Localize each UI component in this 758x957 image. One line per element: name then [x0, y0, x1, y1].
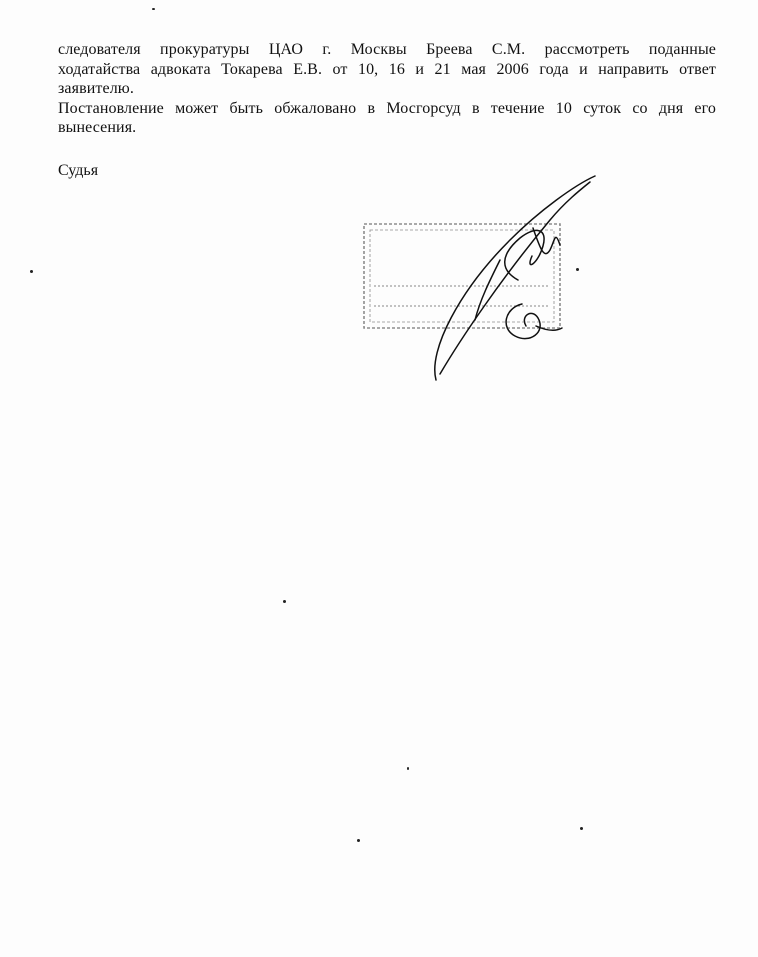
scan-speck: [580, 827, 583, 830]
stamp: [364, 224, 560, 328]
paragraph-2-line-1: Постановление может быть обжаловано в Мосгорсуд в течение 10 суток со дня его: [58, 99, 716, 117]
scan-speck: [152, 8, 155, 10]
paragraph-1-line-2: ходатайства адвоката Токарева Е.В. от 10, 16 и 21 мая 2006 года и направить ответ: [58, 60, 716, 78]
scan-speck: [357, 839, 360, 842]
document-body: [58, 40, 716, 138]
paragraph-1-line-3: заявителю.: [58, 80, 134, 97]
paragraph-1-line-1: следователя прокуратуры ЦАО г. Москвы Бреева С.М. рассмотреть поданные: [58, 41, 716, 58]
scan-speck: [407, 767, 409, 770]
stamp-lines: [374, 286, 550, 306]
paragraph-2-line-2: вынесения.: [58, 119, 137, 136]
scan-speck: [576, 268, 579, 271]
scan-speck: [30, 270, 33, 273]
signature: [435, 176, 595, 380]
signature-label: Судья: [58, 162, 99, 179]
scan-speck: [283, 600, 286, 603]
stamp-and-signature: [350, 160, 610, 390]
